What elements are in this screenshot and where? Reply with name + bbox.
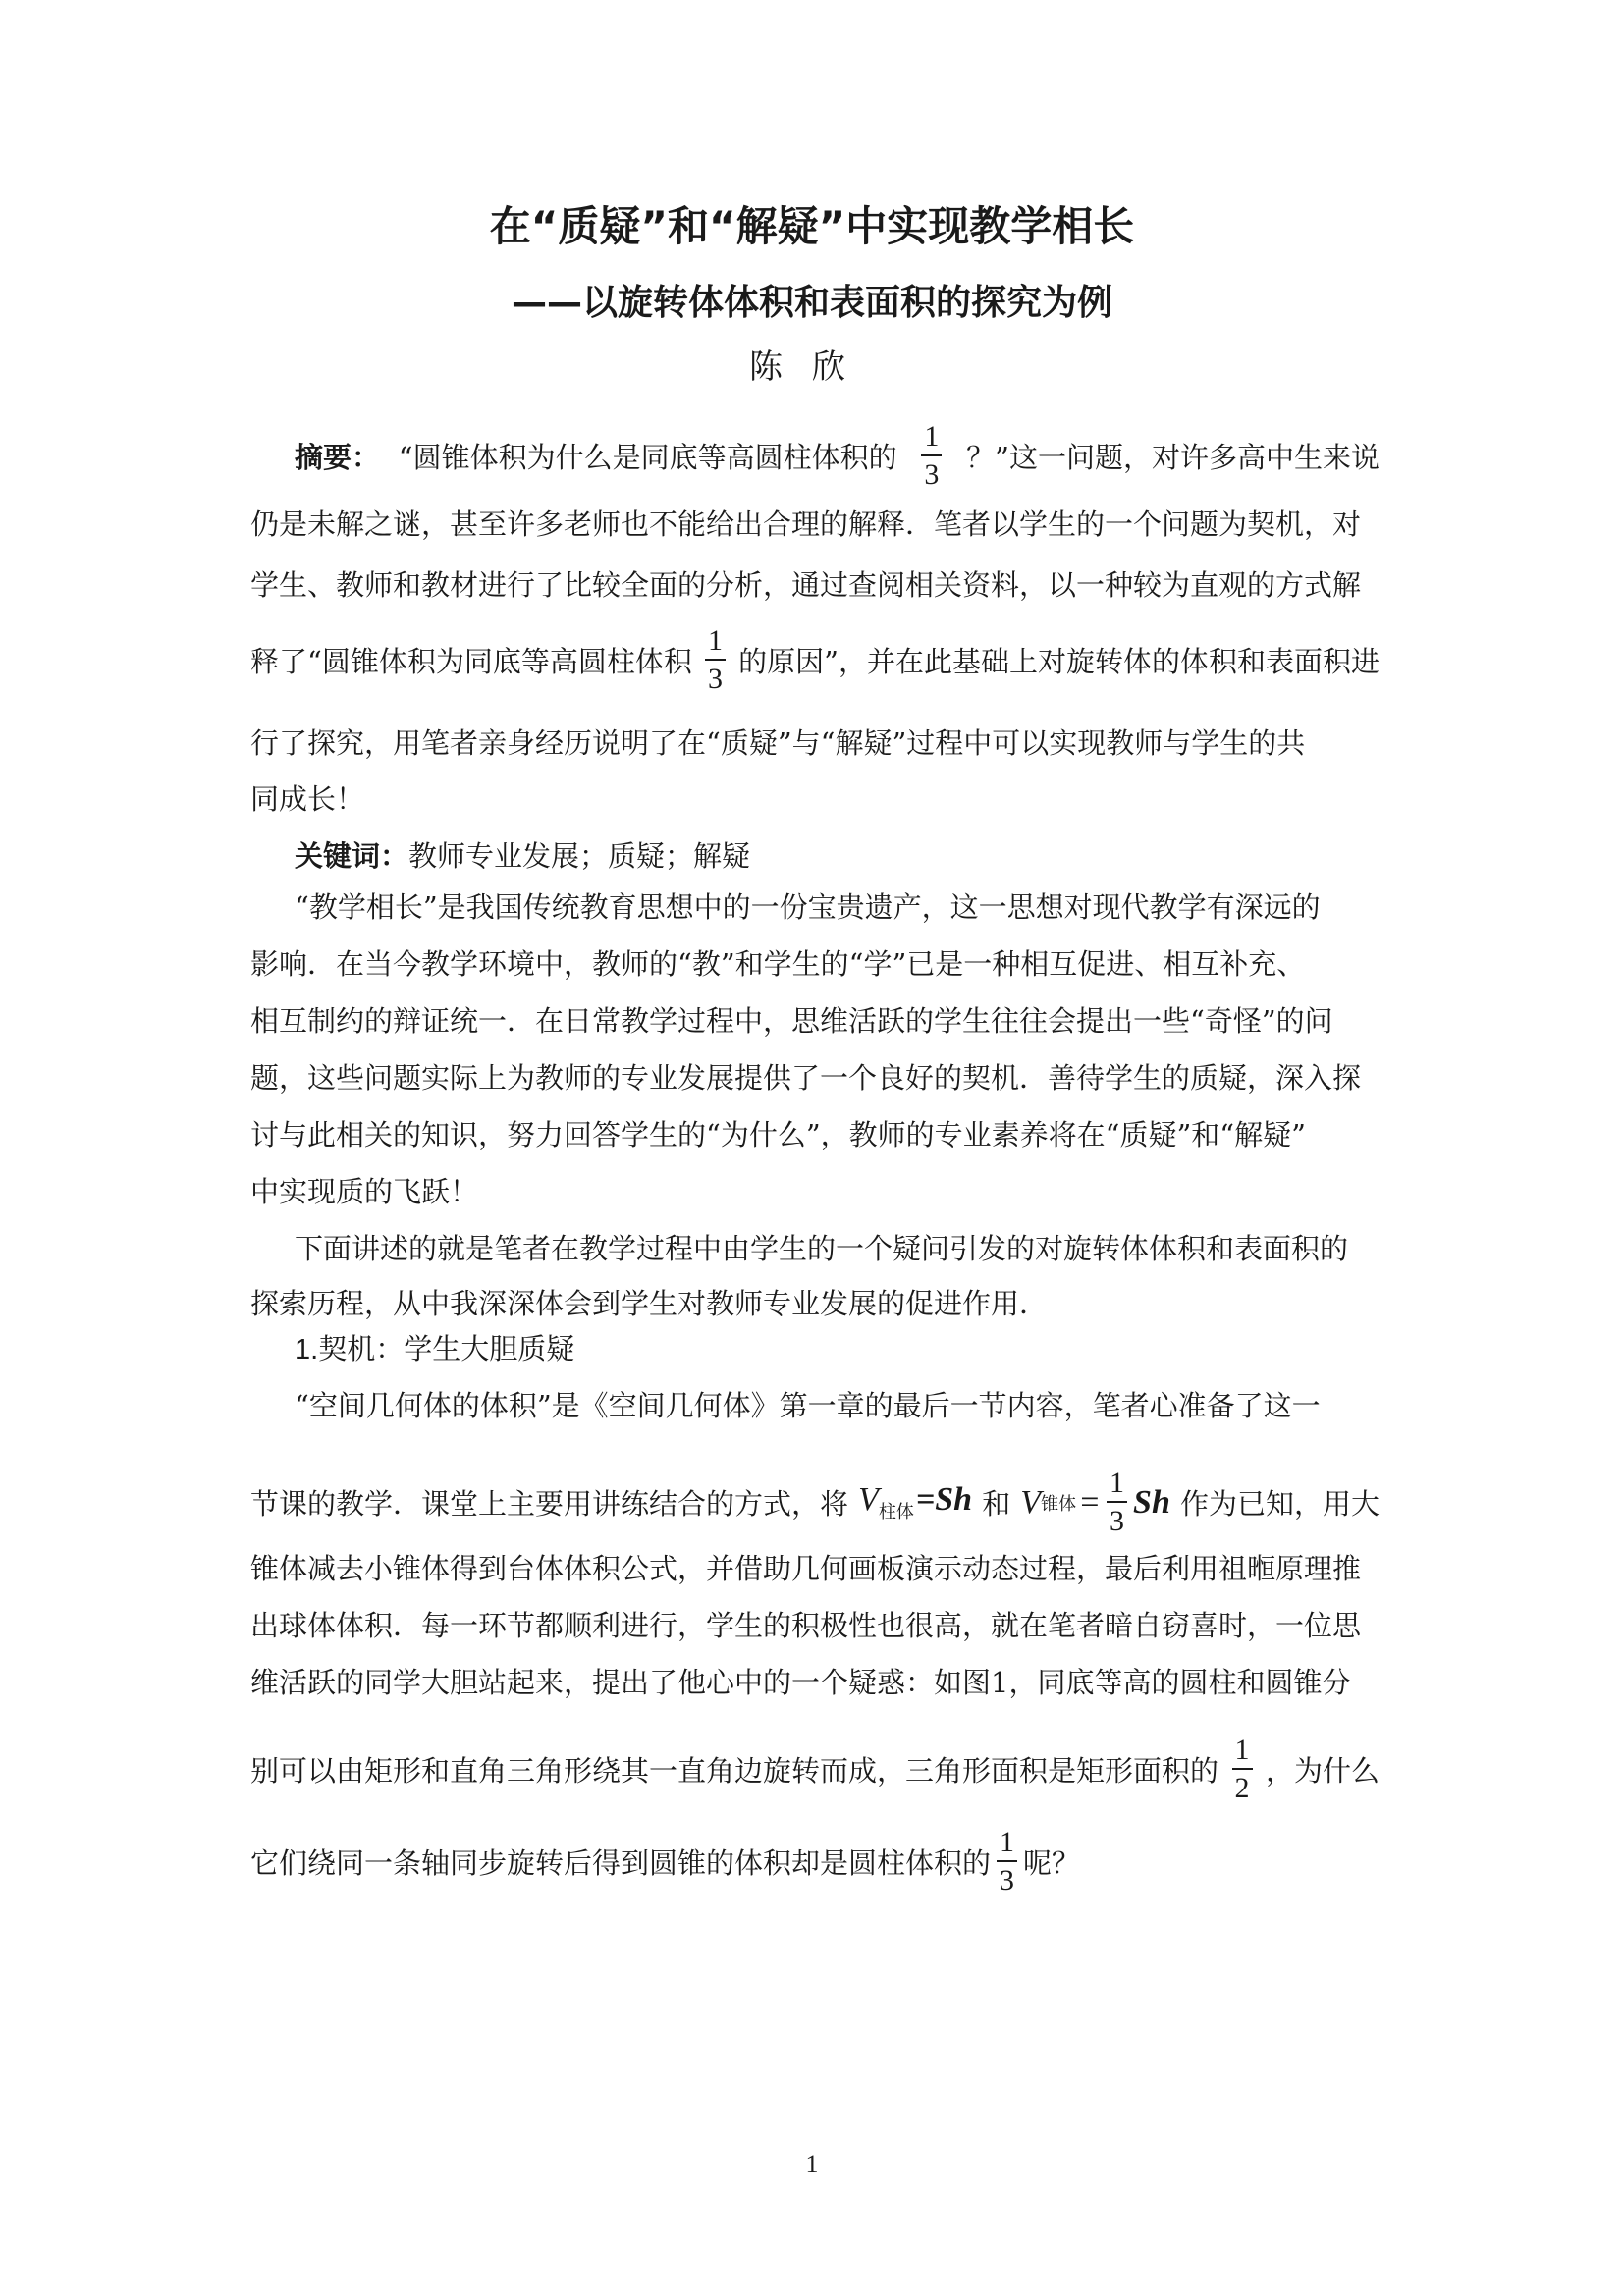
para1-line-6: 中实现质的飞跃！ bbox=[250, 1175, 479, 1208]
para3-text-2b: 作为已知，用大 bbox=[1179, 1487, 1380, 1521]
fraction-numerator: 1 bbox=[997, 1828, 1017, 1862]
equals-sign: = bbox=[1078, 1483, 1102, 1521]
para3-text-7b: 呢？ bbox=[1023, 1846, 1081, 1880]
para1-line-1: “教学相长”是我国传统教育思想中的一份宝贵遗产，这一思想对现代教学有深远的 bbox=[295, 890, 1321, 924]
and-text: 和 bbox=[982, 1487, 1011, 1521]
formula-cylinder-volume bbox=[858, 1481, 972, 1523]
para2-line-2: 探索历程，从中我深深体会到学生对教师专业发展的促进作用． bbox=[250, 1287, 1049, 1320]
abstract-text-1b: ？”这一问题，对许多高中生来说 bbox=[966, 441, 1380, 474]
para3-line-4: 出球体体积．每一环节都顺利进行，学生的积极性也很高，就在笔者暗自窃喜时，一位思 bbox=[250, 1609, 1362, 1642]
fraction-one-third bbox=[997, 1828, 1017, 1896]
keywords-text: 教师专业发展；质疑；解疑 bbox=[408, 839, 751, 873]
section-number: 1. bbox=[295, 1334, 319, 1365]
abstract-label: 摘要： bbox=[295, 441, 381, 474]
para1-line-4: 题，这些问题实际上为教师的专业发展提供了一个良好的契机．善待学生的质疑，深入探 bbox=[250, 1061, 1362, 1095]
abstract-line-2: 仍是未解之谜，甚至许多老师也不能给出合理的解释．笔者以学生的一个问题为契机，对 bbox=[250, 507, 1362, 541]
paper-subtitle: ——以旋转体体积和表面积的探究为例 bbox=[511, 283, 1112, 323]
para1-line-2: 影响．在当今教学环境中，教师的“教”和学生的“学”已是一种相互促进、相互补充、 bbox=[250, 947, 1306, 981]
paper-title: 在“质疑”和“解疑”中实现教学相长 bbox=[489, 202, 1135, 250]
fraction-one-half bbox=[1232, 1735, 1253, 1803]
fraction-denominator: 3 bbox=[924, 458, 940, 491]
fraction-numerator: 1 bbox=[1232, 1735, 1253, 1770]
formula-cone-volume bbox=[1020, 1468, 1170, 1536]
page-number: 1 bbox=[805, 2150, 819, 2178]
cone-subscript: 锥体 bbox=[1041, 1493, 1077, 1515]
abstract-line-6: 同成长！ bbox=[250, 782, 365, 816]
para3-line-7 bbox=[250, 1828, 1380, 1896]
abstract-line-5: 行了探究，用笔者亲身经历说明了在“质疑”与“解疑”过程中可以实现教师与学生的共 bbox=[250, 726, 1306, 760]
para3-line-5: 维活跃的同学大胆站起来，提出了他心中的一个疑惑：如图1，同底等高的圆柱和圆锥分 bbox=[250, 1666, 1351, 1699]
abstract-text-1a: “圆锥体积为什么是同底等高圆柱体积的 bbox=[398, 441, 897, 474]
fraction-denominator: 3 bbox=[708, 663, 723, 695]
formula-sh: =Sh bbox=[915, 1481, 973, 1518]
fraction-one-third bbox=[705, 626, 726, 694]
fraction-denominator: 3 bbox=[1110, 1505, 1125, 1537]
para3-line-2 bbox=[250, 1468, 1380, 1536]
para3-line-3: 锥体减去小锥体得到台体体积公式，并借助几何画板演示动态过程，最后利用祖暅原理推 bbox=[250, 1552, 1362, 1585]
formula-sh: Sh bbox=[1133, 1483, 1170, 1521]
keywords-line bbox=[295, 834, 1424, 875]
para2-line-1: 下面讲述的就是笔者在教学过程中由学生的一个疑问引发的对旋转体体积和表面积的 bbox=[295, 1232, 1349, 1265]
fraction-denominator: 3 bbox=[1000, 1864, 1015, 1896]
cylinder-subscript: 柱体 bbox=[878, 1502, 914, 1522]
fraction-one-third bbox=[921, 422, 942, 490]
fraction-denominator: 2 bbox=[1234, 1772, 1250, 1804]
abstract-line-3: 学生、教师和教材进行了比较全面的分析，通过查阅相关资料，以一种较为直观的方式解 bbox=[250, 568, 1362, 602]
fraction-numerator: 1 bbox=[921, 422, 942, 456]
para3-text-7a: 它们绕同一条轴同步旋转后得到圆锥的体积却是圆柱体积的 bbox=[250, 1846, 992, 1880]
fraction-numerator: 1 bbox=[1107, 1468, 1127, 1503]
keywords-label: 关键词： bbox=[295, 839, 409, 873]
abstract-line-1 bbox=[295, 422, 1380, 490]
fraction-numerator: 1 bbox=[705, 626, 726, 661]
fraction-one-third bbox=[1107, 1468, 1127, 1536]
volume-symbol: V bbox=[1020, 1483, 1042, 1521]
abstract-text-4b: 的原因”，并在此基础上对旋转体的体积和表面积进 bbox=[738, 645, 1380, 678]
abstract-line-4 bbox=[250, 626, 1380, 694]
section-1-heading bbox=[295, 1327, 574, 1367]
para1-line-3: 相互制约的辩证统一．在日常教学过程中，思维活跃的学生往往会提出一些“奇怪”的问 bbox=[250, 1004, 1333, 1038]
para1-line-5: 讨与此相关的知识，努力回答学生的“为什么”，教师的专业素养将在“质疑”和“解疑” bbox=[250, 1118, 1306, 1151]
author-name: 陈欣 bbox=[749, 347, 875, 387]
abstract-text-4a: 释了“圆锥体积为同底等高圆柱体积 bbox=[250, 645, 692, 678]
para3-text-2a: 节课的教学．课堂上主要用讲练结合的方式，将 bbox=[250, 1487, 849, 1521]
para3-line-1: “空间几何体的体积”是《空间几何体》第一章的最后一节内容，笔者心准备了这一 bbox=[295, 1389, 1321, 1422]
para3-text-6a: 别可以由矩形和直角三角形绕其一直角边旋转而成，三角形面积是矩形面积的 bbox=[250, 1754, 1219, 1788]
section-title: 契机：学生大胆质疑 bbox=[318, 1332, 575, 1365]
para3-line-6 bbox=[250, 1735, 1380, 1803]
para3-text-6b: ，为什么 bbox=[1265, 1754, 1380, 1788]
volume-symbol: V bbox=[858, 1481, 879, 1518]
